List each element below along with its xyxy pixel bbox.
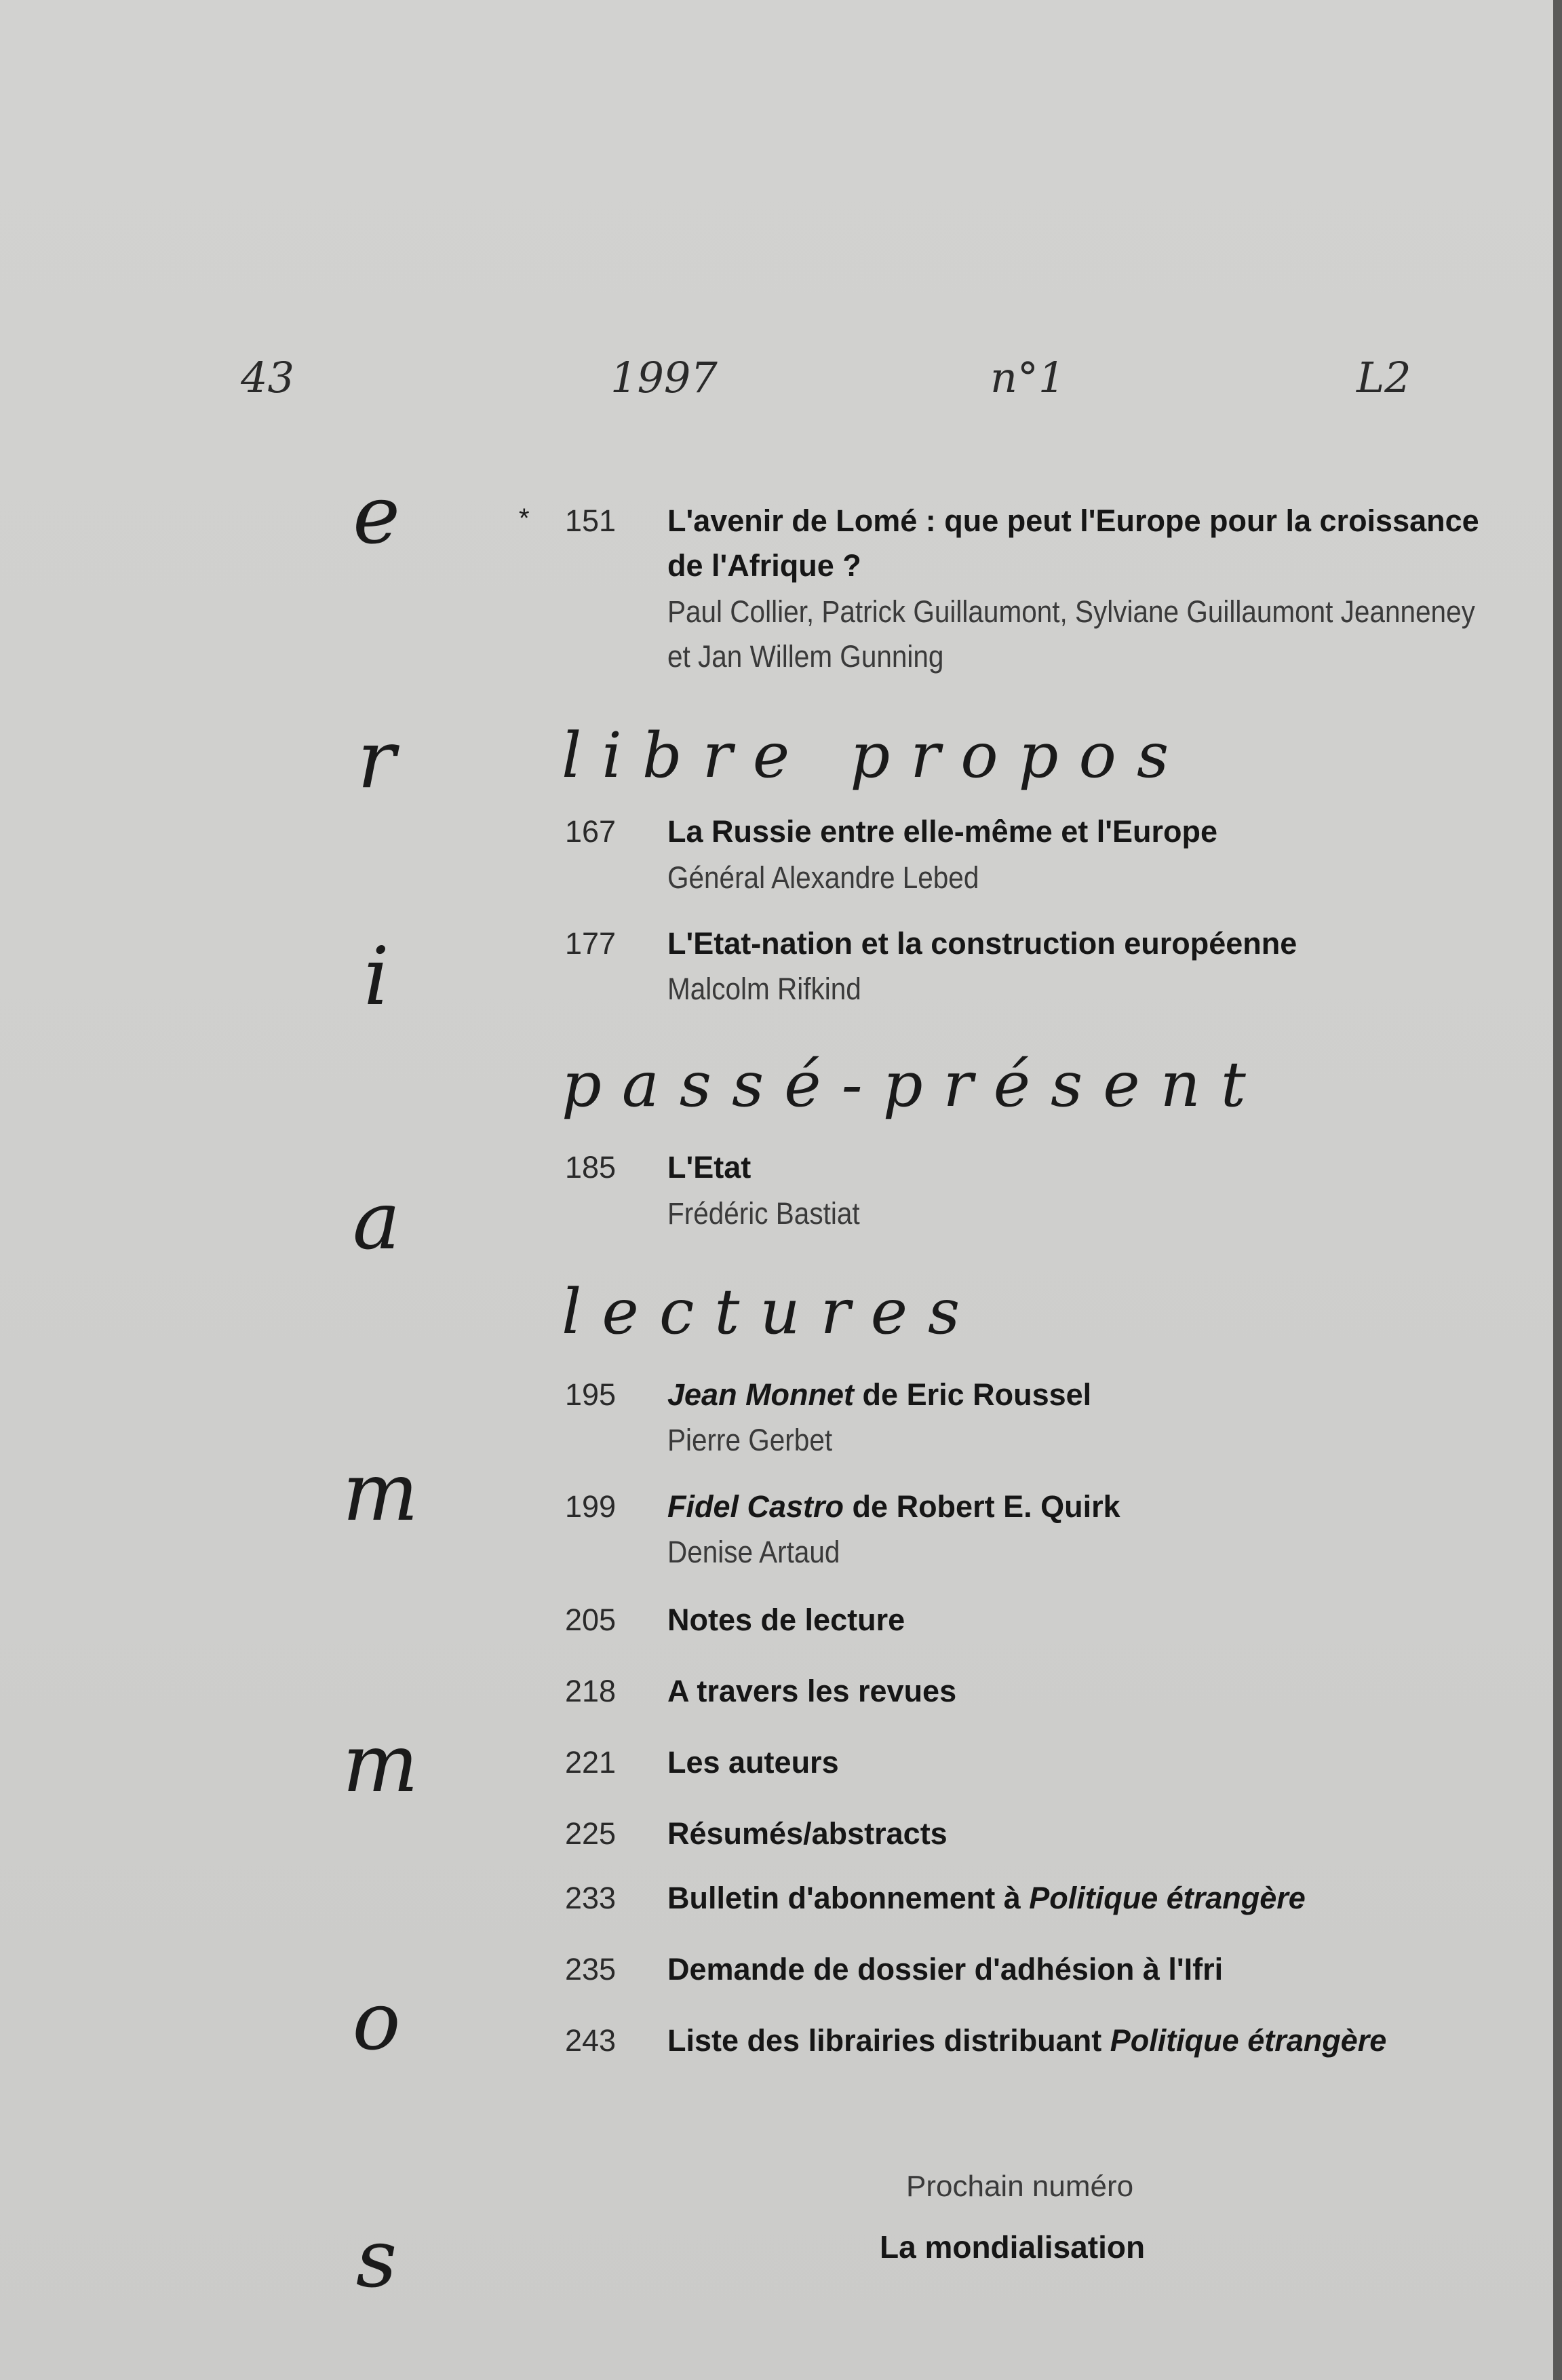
entry-title-italic: Politique étrangère (1110, 2023, 1387, 2058)
entry-title: A travers les revues (667, 1674, 957, 1708)
entry-author: et Jan Willem Gunning (667, 639, 944, 674)
section-heading: libre propos (562, 719, 1190, 792)
sidebar-letter: m (343, 1445, 418, 1539)
handwritten-note: 43 (241, 353, 294, 402)
section-heading: passé-présent (562, 1048, 1266, 1121)
entry-title (667, 1377, 1091, 1413)
entry-title-rest: Liste des librairies distribuant (667, 2023, 1110, 2058)
section-heading: lectures (562, 1275, 981, 1348)
entry-title: L'Etat (667, 1150, 751, 1185)
page-number: 205 (565, 1602, 617, 1637)
entry-author: Malcolm Rifkind (667, 972, 861, 1006)
entry-title: L'Etat-nation et la construction européenne (667, 926, 1297, 961)
entry-author: Denise Artaud (667, 1535, 840, 1569)
entry-title: Demande de dossier d'adhésion à l'Ifri (667, 1952, 1224, 1986)
entry-title: de l'Afrique ? (667, 548, 861, 583)
entry-title-italic: Jean Monnet (667, 1377, 855, 1412)
entry-title-italic: Fidel Castro (667, 1489, 844, 1524)
handwritten-note: n°1 (990, 353, 1066, 402)
page-number: 233 (565, 1881, 617, 1915)
next-issue-label: Prochain numéro (906, 2170, 1134, 2203)
sidebar-letter: a (352, 1174, 401, 1267)
handwritten-note: L2 (1356, 353, 1411, 402)
page-number: 243 (565, 2023, 617, 2058)
page-number: 185 (565, 1150, 617, 1185)
entry-title (667, 2023, 1386, 2058)
page-number: 177 (565, 926, 617, 961)
entry-title-rest: Bulletin d'abonnement à (667, 1881, 1030, 1915)
entry-author: Pierre Gerbet (667, 1423, 833, 1457)
entry-title (667, 1489, 1120, 1524)
page-number: 151 (565, 503, 617, 538)
entry-author: Frédéric Bastiat (667, 1196, 860, 1231)
entry-title: Résumés/abstracts (667, 1816, 948, 1851)
page-number: 218 (565, 1674, 617, 1708)
page-number: 199 (565, 1489, 617, 1524)
sidebar-letter: o (352, 1974, 401, 2068)
page-number: 195 (565, 1377, 617, 1412)
entry-author: Général Alexandre Lebed (667, 860, 979, 895)
entry-title: L'avenir de Lomé : que peut l'Europe pour la croissance (667, 503, 1479, 538)
handwritten-note: 1997 (610, 353, 718, 402)
page-edge (1553, 0, 1562, 2380)
entry-title (667, 1881, 1306, 1916)
page-number: 167 (565, 814, 617, 849)
entry-title-italic: Politique étrangère (1029, 1881, 1306, 1915)
entry-title-rest: de Robert E. Quirk (844, 1489, 1120, 1524)
next-issue-title: La mondialisation (880, 2229, 1146, 2265)
entry-title: La Russie entre elle-même et l'Europe (667, 814, 1217, 849)
page-number: 235 (565, 1952, 617, 1986)
sidebar-letter: i (364, 929, 389, 1023)
sidebar-letter: r (357, 712, 396, 806)
sidebar-letter: e (353, 468, 400, 562)
entry-title: Les auteurs (667, 1745, 839, 1780)
entry-author: Paul Collier, Patrick Guillaumont, Sylviane Guillaumont Jeanneney (667, 594, 1475, 629)
margin-mark: * (519, 503, 530, 533)
sidebar-letter: s (355, 2212, 397, 2305)
page-number: 221 (565, 1745, 617, 1780)
sidebar-letter: m (343, 1716, 418, 1810)
page-number: 225 (565, 1816, 617, 1851)
entry-title-rest: de Eric Roussel (854, 1377, 1092, 1412)
entry-title: Notes de lecture (667, 1602, 905, 1637)
